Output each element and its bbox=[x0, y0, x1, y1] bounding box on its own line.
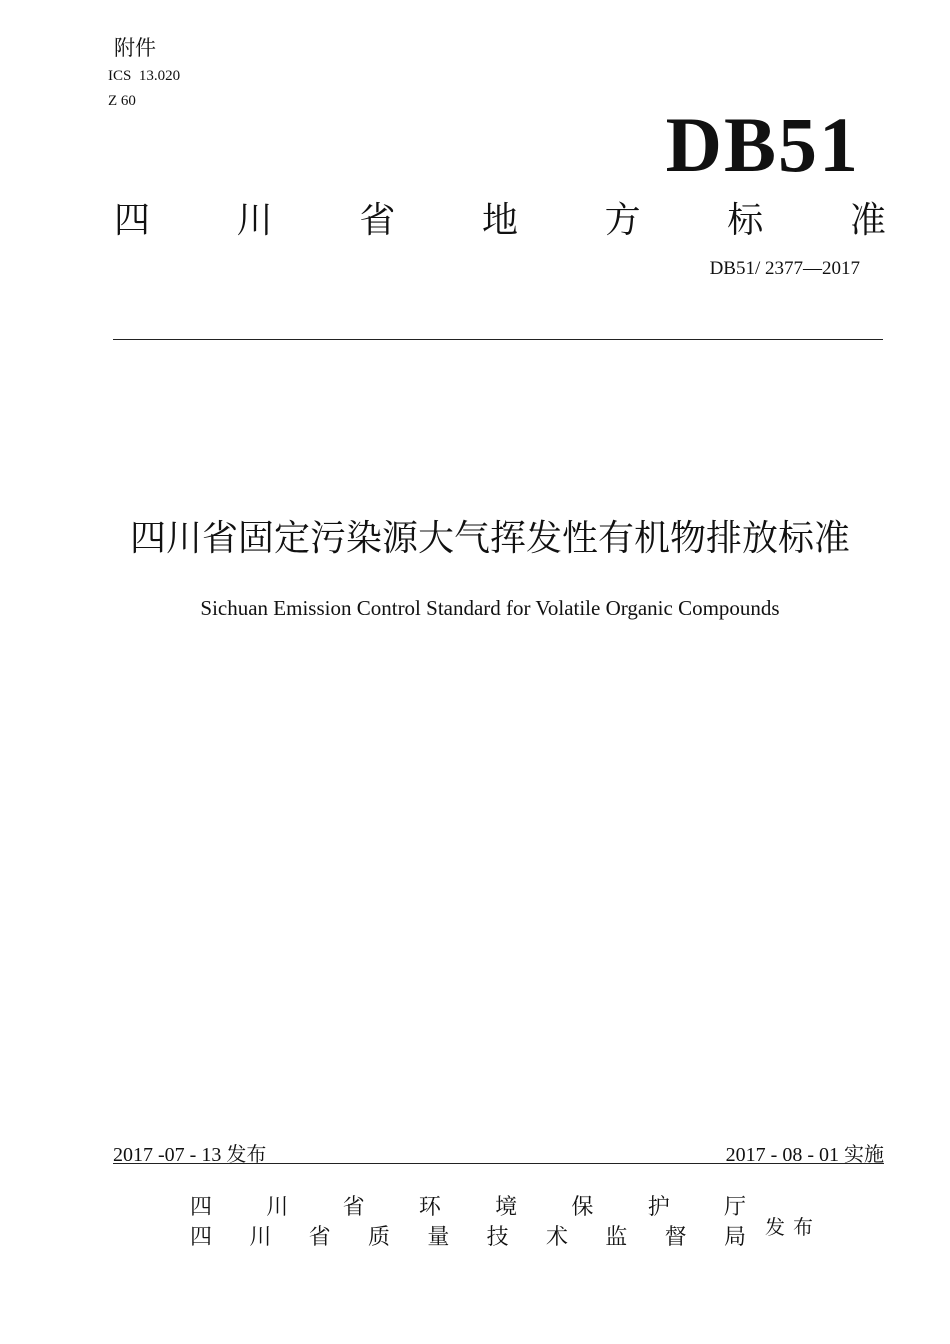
document-title-cn: 四川省固定污染源大气挥发性有机物排放标准 bbox=[129, 518, 850, 559]
issuer-char: 川 bbox=[266, 1194, 289, 1220]
issuer-char: 四 bbox=[190, 1194, 213, 1220]
issuer-char: 川 bbox=[249, 1224, 272, 1250]
issuer-char: 督 bbox=[664, 1224, 687, 1250]
classification-code: Z 60 bbox=[108, 93, 136, 109]
issuer-char: 境 bbox=[495, 1194, 518, 1220]
standard-type-char: 省 bbox=[359, 199, 396, 241]
standard-type-char: 地 bbox=[481, 199, 518, 241]
issuer-char: 四 bbox=[190, 1224, 213, 1250]
issue-date: 2017 -07 - 13 发布 bbox=[113, 1144, 267, 1166]
issuer-char: 省 bbox=[342, 1194, 365, 1220]
standard-number: DB51/ 2377—2017 bbox=[709, 258, 860, 279]
document-title-en: Sichuan Emission Control Standard for Volatile Organic Compounds bbox=[200, 596, 780, 620]
standard-type-heading bbox=[114, 192, 886, 242]
issuer-environment-department bbox=[190, 1190, 746, 1220]
issuer-char: 局 bbox=[723, 1224, 746, 1250]
issuer-char: 厅 bbox=[723, 1194, 746, 1220]
standard-type-char: 川 bbox=[236, 199, 273, 241]
issuer-char: 量 bbox=[427, 1224, 450, 1250]
publish-label: 发布 bbox=[765, 1215, 821, 1239]
issuer-quality-bureau bbox=[190, 1220, 746, 1250]
standard-type-char: 准 bbox=[849, 199, 886, 241]
standard-type-char: 标 bbox=[727, 199, 764, 241]
issuer-char: 监 bbox=[605, 1224, 628, 1250]
footer-divider bbox=[113, 1163, 884, 1164]
issuer-char: 保 bbox=[571, 1194, 594, 1220]
issuer-char: 质 bbox=[367, 1224, 390, 1250]
issuer-char: 术 bbox=[545, 1224, 568, 1250]
standard-logo: DB51 bbox=[665, 101, 860, 188]
issuer-char: 技 bbox=[486, 1224, 509, 1250]
issuer-char: 省 bbox=[308, 1224, 331, 1250]
issuer-char: 护 bbox=[647, 1194, 670, 1220]
header-divider bbox=[113, 339, 883, 340]
standard-type-char: 四 bbox=[114, 199, 151, 241]
implementation-date: 2017 - 08 - 01 实施 bbox=[725, 1144, 884, 1166]
issuer-char: 环 bbox=[418, 1194, 441, 1220]
standard-type-char: 方 bbox=[604, 199, 641, 241]
ics-code: ICS 13.020 bbox=[108, 68, 181, 84]
attachment-label: 附件 bbox=[114, 36, 156, 60]
